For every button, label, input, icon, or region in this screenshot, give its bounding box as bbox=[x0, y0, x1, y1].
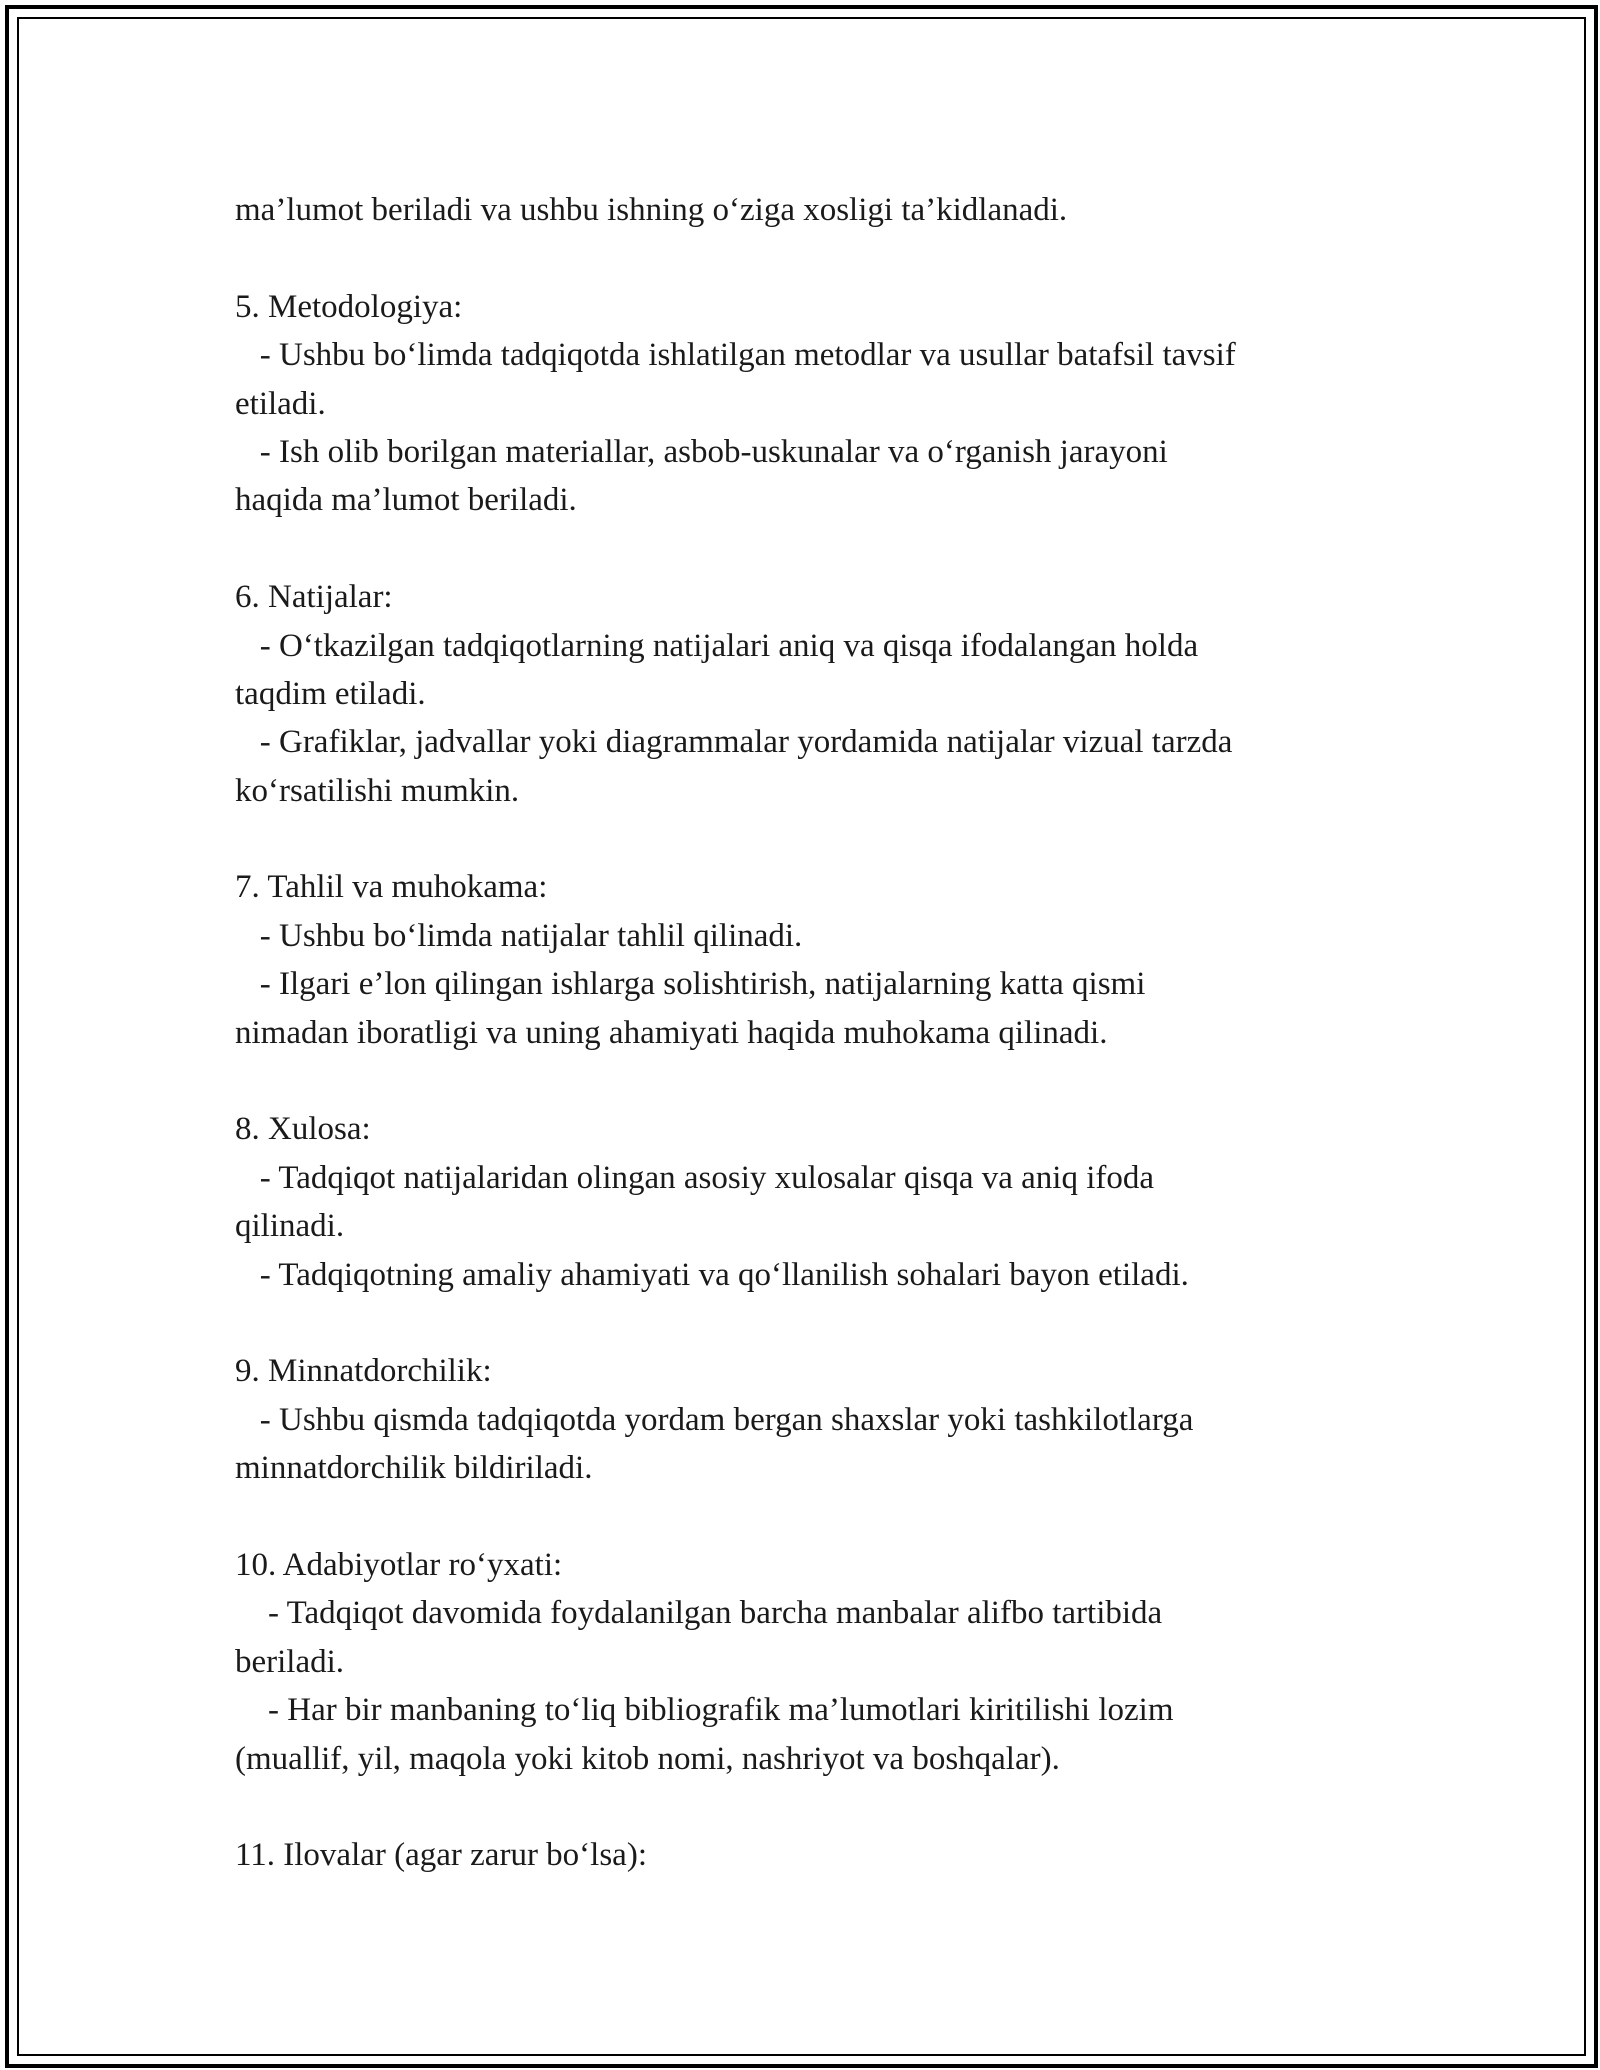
section-heading: 11. Ilovalar (agar zarur bo‘lsa): bbox=[235, 1837, 647, 1874]
text-line: qilinadi. bbox=[235, 1208, 345, 1245]
blank-line bbox=[235, 1299, 1365, 1347]
text-line: - Ushbu bo‘limda tadqiqotda ishlatilgan metodlar va usullar batafsil tavsif bbox=[235, 337, 1236, 374]
text-line: taqdim etiladi. bbox=[235, 675, 426, 712]
section-heading: 6. Natijalar: bbox=[235, 579, 393, 616]
text-line: nimadan iboratligi va uning ahamiyati haqida muhokama qilinadi. bbox=[235, 1014, 1108, 1051]
section-heading: 5. Metodologiya: bbox=[235, 288, 463, 325]
document-body bbox=[235, 186, 1365, 1880]
section-heading: 7. Tahlil va muhokama: bbox=[235, 869, 548, 906]
text-line: - Grafiklar, jadvallar yoki diagrammalar yordamida natijalar vizual tarzda bbox=[235, 724, 1233, 761]
section-heading: 10. Adabiyotlar ro‘yxati: bbox=[235, 1546, 563, 1583]
blank-line bbox=[235, 1783, 1365, 1831]
blank-line bbox=[235, 1057, 1365, 1105]
text-line: - Ish olib borilgan materiallar, asbob-uskunalar va o‘rganish jarayoni bbox=[235, 433, 1168, 470]
text-line: ma’lumot beriladi va ushbu ishning o‘ziga xosligi ta’kidlanadi. bbox=[235, 192, 1068, 228]
text-line: - Tadqiqotning amaliy ahamiyati va qo‘llanilish sohalari bayon etiladi. bbox=[235, 1256, 1189, 1293]
blank-line bbox=[235, 234, 1365, 282]
text-line: - Har bir manbaning to‘liq bibliografik ma’lumotlari kiritilishi lozim bbox=[235, 1692, 1174, 1729]
text-line: minnatdorchilik bildiriladi. bbox=[235, 1450, 593, 1487]
text-line: etiladi. bbox=[235, 385, 326, 422]
blank-line bbox=[235, 1493, 1365, 1541]
blank-line bbox=[235, 815, 1365, 863]
section-heading: 8. Xulosa: bbox=[235, 1111, 371, 1148]
section-heading: 9. Minnatdorchilik: bbox=[235, 1353, 492, 1390]
text-line: - Ushbu bo‘limda natijalar tahlil qilinadi. bbox=[235, 917, 803, 954]
text-line: ko‘rsatilishi mumkin. bbox=[235, 772, 520, 809]
text-line: - Ushbu qismda tadqiqotda yordam bergan shaxslar yoki tashkilotlarga bbox=[235, 1401, 1194, 1438]
text-line: (muallif, yil, maqola yoki kitob nomi, nashriyot va boshqalar). bbox=[235, 1740, 1060, 1777]
text-line: haqida ma’lumot beriladi. bbox=[235, 482, 577, 519]
text-line: beriladi. bbox=[235, 1643, 345, 1680]
text-line: - Tadqiqot davomida foydalanilgan barcha manbalar alifbo tartibida bbox=[235, 1595, 1163, 1632]
text-line: - Tadqiqot natijalaridan olingan asosiy xulosalar qisqa va aniq ifoda bbox=[235, 1159, 1155, 1196]
text-line: - O‘tkazilgan tadqiqotlarning natijalari aniq va qisqa ifodalangan holda bbox=[235, 627, 1199, 664]
blank-line bbox=[235, 525, 1365, 573]
text-line: - Ilgari e’lon qilingan ishlarga solishtirish, natijalarning katta qismi bbox=[235, 966, 1146, 1003]
